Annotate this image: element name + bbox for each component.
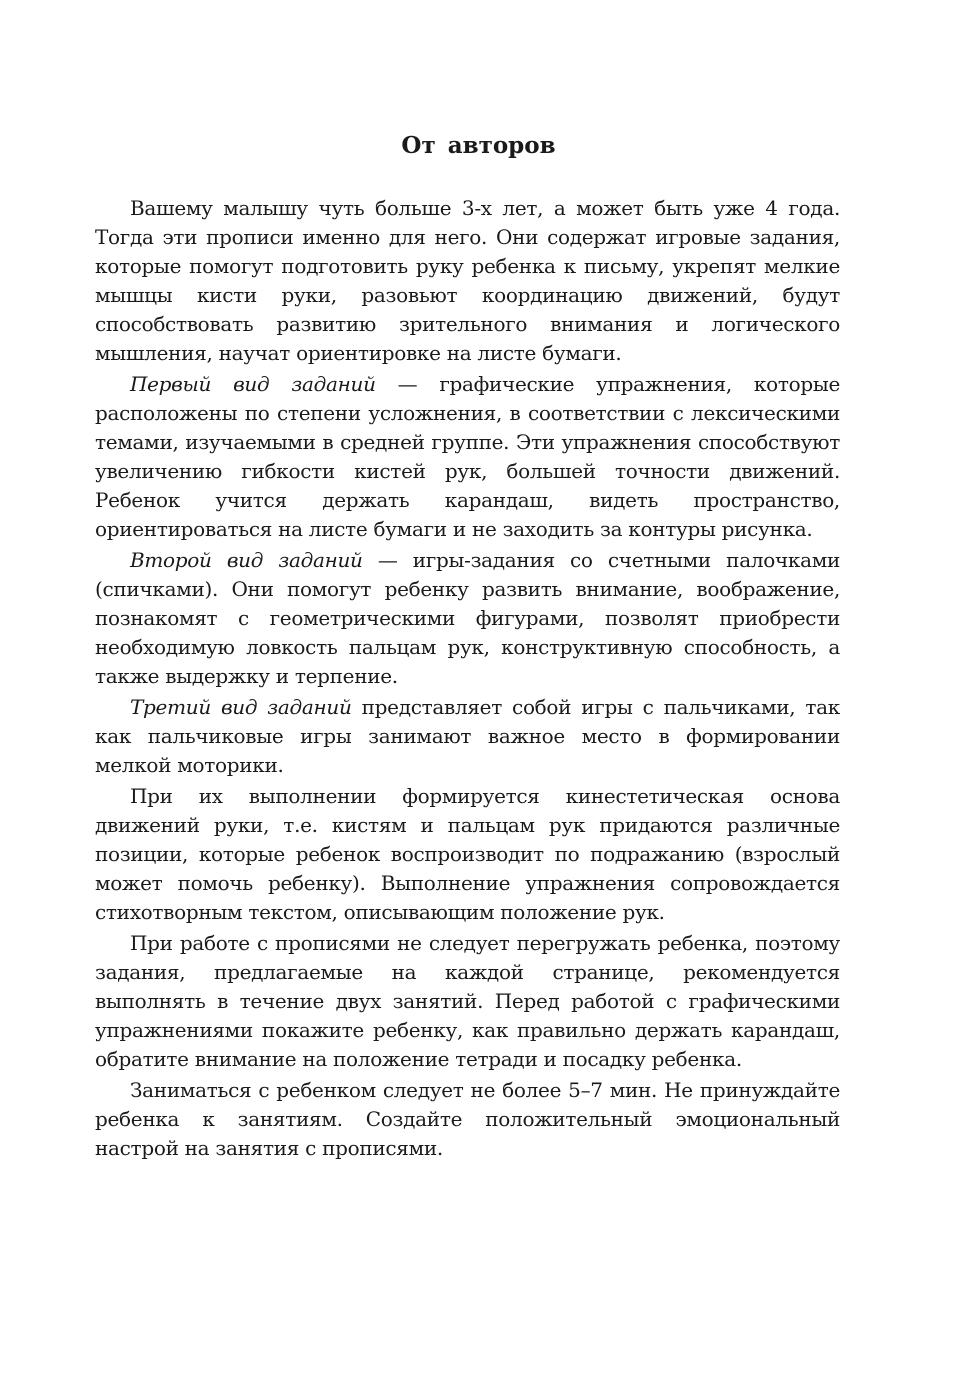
body-text [95,194,840,1165]
paragraph [95,929,840,1074]
paragraph [95,782,840,927]
paragraph-text: При работе с прописями не следует перегружать ребенка, поэтому задания, предлагаемые на каждой странице, рекомендуется выполнять в течение двух занятий. Перед работой с графическими упражнениями покажите ребенку, как правильно держать карандаш, обратите внимание на положение тетради и посадку ребенка. [95,931,840,1071]
paragraph-text: — игры-задания со счетными палочками (спичками). Они помогут ребенку развить внимание, воображение, познакомят с геометрическими фигурами, позволят приобрести необходимую ловкость пальцам рук, конструктивную способность, а также выдержку и терпение. [95,548,841,688]
paragraph [95,693,840,780]
paragraph-text: представляет собой игры с пальчиками, так как пальчиковые игры занимают важное место в формировании мелкой моторики. [95,695,840,777]
paragraph [95,370,840,544]
paragraph-text: — графические упражнения, которые расположены по степени усложнения, в соответствии с лексическими темами, изучаемыми в средней группе. Эти упражнения способствуют увеличению гибкости кистей рук, большей точности движений. Ребенок учится держать карандаш, видеть пространство, ориентироваться на листе бумаги и не заходить за контуры рисунка. [95,372,840,541]
paragraph-text: Заниматься с ребенком следует не более 5–7 мин. Не принуждайте ребенка к занятиям. Создайте положительный эмоциональный настрой на занятия с прописями. [95,1078,840,1160]
paragraph-italic-lead: Второй вид заданий [130,548,363,572]
page-title: От авторов [401,132,556,159]
paragraph [95,546,840,691]
paragraph [95,1076,840,1163]
paragraph-text: Вашему малышу чуть больше 3-х лет, а может быть уже 4 года. Тогда эти прописи именно для него. Они содержат игровые задания, которые помогут подготовить руку ребенка к письму, укрепят мелкие мышцы кисти руки, разовьют координацию движений, будут способствовать развитию зрительного внимания и логического мышления, научат ориентировке на листе бумаги. [95,196,840,365]
paragraph-text: При их выполнении формируется кинестетическая основа движений руки, т.е. кистям и пальцам рук придаются различные позиции, которые ребенок воспроизводит по подражанию (взрослый может помочь ребенку). Выполнение упражнения сопровождается стихотворным текстом, описывающим положение рук. [95,784,840,924]
paragraph-italic-lead: Третий вид заданий [130,695,352,719]
paragraph [95,194,840,368]
paragraph-italic-lead: Первый вид заданий [130,372,376,396]
